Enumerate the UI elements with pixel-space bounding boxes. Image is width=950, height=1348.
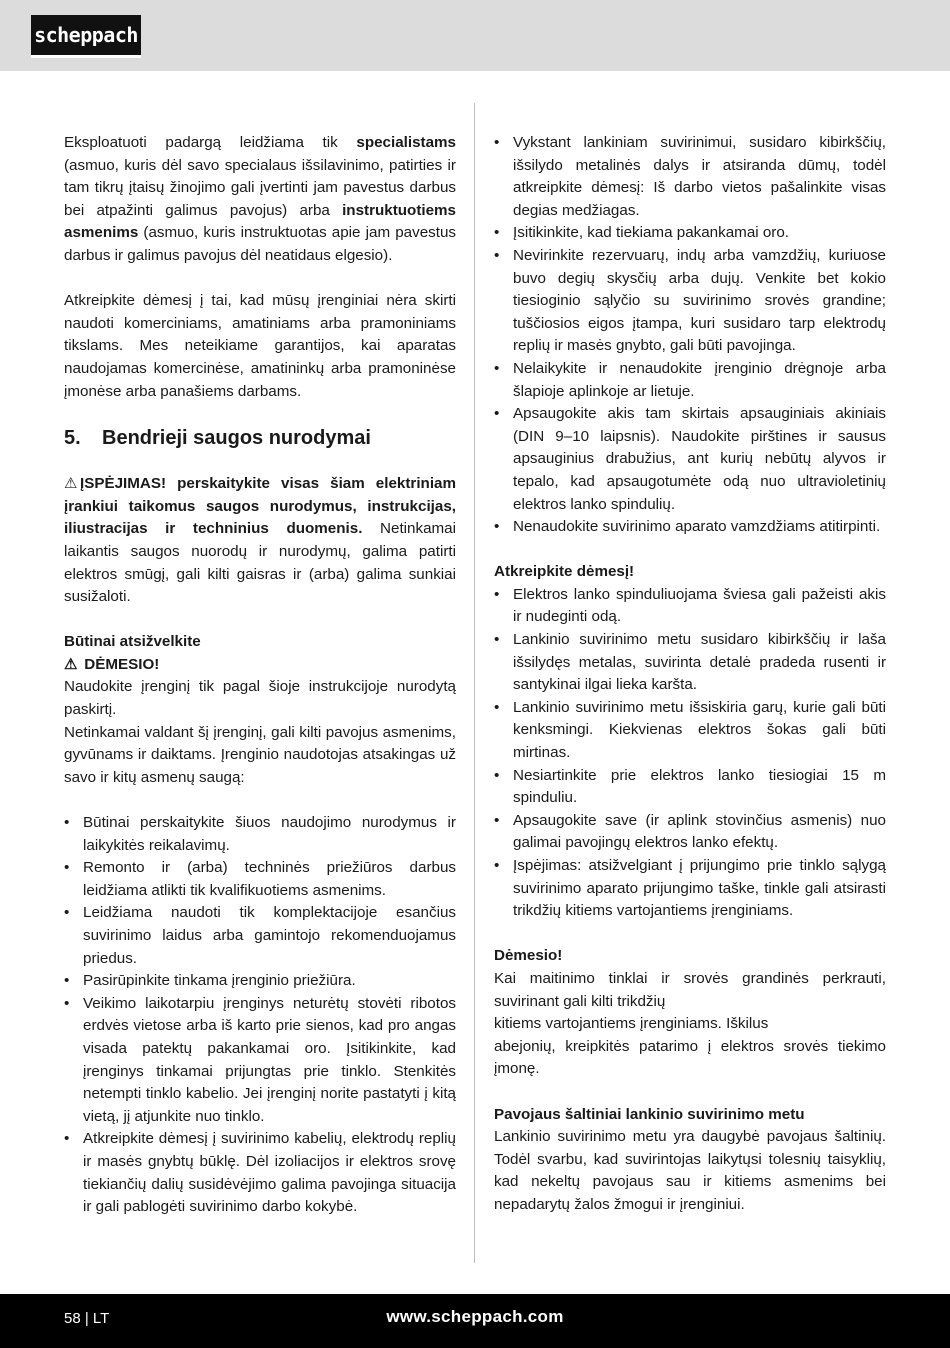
page-number: 58 | LT: [64, 1310, 110, 1327]
list-item: • Elektros lanko spinduliuojama šviesa gali pažeisti akis ir nudeginti odą.: [494, 584, 886, 629]
list-item: • Veikimo laikotarpiu įrenginys neturėtų stovėti ribotos erdvės vietose arba iš karto prie sienos, kad pro angas visada patektų pakankamai oro. Įsitikinkite, kad įrenginys tinkamai prijungtas prie tinklo. Stenkitės netempti tinklo kabelio. Jei įrenginį norite pastatyti į kitą vietą, jį atjunkite nuo tinklo.: [64, 993, 456, 1129]
attention-heading: Atkreipkite dėmesį!: [494, 563, 635, 581]
list-item: • Apsaugokite save (ir aplink stovinčius asmenis) nuo galimai pavojingų elektros lanko efektų.: [494, 810, 886, 855]
intro-text-1: Eksploatuoti padargą leidžiama tik: [64, 134, 357, 151]
caution-paragraph-1: Naudokite įrenginį tik pagal šioje instrukcijoje nurodytą paskirtį.: [64, 678, 456, 719]
danger-sources-heading: Pavojaus šaltiniai lankinio suvirinimo metu: [494, 1105, 805, 1123]
notice-heading: Dėmesio!: [494, 947, 563, 965]
warning-bold-text: ĮSPĖJIMAS! perskaitykite visas šiam elektriniam įrankiui taikomus saugos nurodymus, instrukcijas, iliustracijas ir techninius duomenis.: [64, 475, 456, 538]
intro-paragraph: [64, 132, 456, 268]
section-heading: [64, 425, 456, 451]
right-column: [494, 132, 886, 1217]
section-title: Bendrieji saugos nurodymai: [102, 427, 371, 450]
left-bullet-list: [64, 812, 456, 1219]
commercial-use-paragraph: Atkreipkite dėmesį į tai, kad mūsų įrenginiai nėra skirti naudoti komerciniams, amatiniams arba pramoniniams tikslams. Mes neteikiame garantijos, kai aparatas naudojamas komercinėse, amatininkų arba pramoninėse įmonėse arba panašiems darbams.: [64, 292, 456, 400]
list-item: • Įspėjimas: atsižvelgiant į prijungimo prie tinklo sąlygą suvirinimo aparato prijungimo taške, tinkle gali atsirasti trikdžių kitiems vartojantiems įrenginiams.: [494, 855, 886, 923]
caution-paragraph-2: Netinkamai valdant šį įrenginį, gali kilti pavojus asmenims, gyvūnams ir daiktams. Įrenginio naudotojas atsakingas už savo ir kitų asmenų saugą:: [64, 723, 456, 786]
caution-text: DĖMESIO!: [84, 655, 160, 673]
list-item: • Leidžiama naudoti tik komplektacijoje esančius suvirinimo laidus arba gamintojo rekomenduojamus priedus.: [64, 902, 456, 970]
warning-triangle-icon: ⚠: [64, 475, 78, 493]
list-item: • Būtinai perskaitykite šiuos naudojimo nurodymus ir laikykitės reikalavimų.: [64, 812, 456, 857]
brand-logo: scheppach: [31, 15, 141, 58]
warning-text: Netinkamai laikantis saugos nuorodų ir nurodymų, galima patirti elektros smūgį, gali kilti gaisras ir (arba) galima sunkiai susižaloti.: [64, 520, 456, 606]
notice-line-3: abejonių, kreipkitės patarimo į elektros srovės tiekimo įmonę.: [494, 1037, 886, 1078]
list-item: • Nesiartinkite prie elektros lanko tiesiogiai 15 m spinduliu.: [494, 765, 886, 810]
website-link[interactable]: www.scheppach.com: [386, 1307, 564, 1326]
intro-text-2: (asmuo, kuris dėl savo specialaus išsilavinimo, patirties ir tam tikrų įtaisų žinojimo gali įvertinti jam pavestus darbus bei atpažinti galimus pavojus) arba: [64, 156, 456, 219]
danger-sources-paragraph: Lankinio suvirinimo metu yra daugybė pavojaus šaltinių. Todėl svarbu, kad suvirintojas laikytųsi tolesnių taisyklių, kad nekeltų pavojaus sau ir kitiems asmenims bei nepadarytų žalos žmogui ir įrenginiui.: [494, 1128, 886, 1213]
list-item: • Remonto ir (arba) techninės priežiūros darbus leidžiama atlikti tik kvalifikuotiems asmenims.: [64, 857, 456, 902]
intro-bold-1: specialistams: [356, 134, 456, 151]
caution-label: [64, 654, 456, 677]
caution-triangle-icon: ⚠: [64, 655, 78, 673]
list-item: • Lankinio suvirinimo metu išsiskiria garų, kurie gali būti kenksmingi. Kiekvienas elektros šokas gali būti mirtinas.: [494, 697, 886, 765]
list-item: • Pasirūpinkite tinkama įrenginio priežiūra.: [64, 970, 456, 993]
list-item: • Nelaikykite ir nenaudokite įrenginio drėgnoje arba šlapioje aplinkoje ar lietuje.: [494, 358, 886, 403]
warning-paragraph: [64, 473, 456, 609]
list-item: • Atkreipkite dėmesį į suvirinimo kabelių, elektrodų replių ir masės gnybtų būklę. Dėl izoliacijos ir elektros srovę tiekiančių dalių susidėvėjimo galima pavojinga situacija ir gali pablogėti suvirinimo darbo kokybė.: [64, 1128, 456, 1218]
intro-bold-2: instruktuotiems asmenims: [64, 201, 456, 242]
list-item: • Vykstant lankiniam suvirinimui, susidaro kibirkščių, išsilydo metalinės dalys ir atsiranda dūmų, todėl atkreipkite dėmesį: Iš darbo vietos pašalinkite visas degias medžiagas.: [494, 132, 886, 222]
list-item: • Apsaugokite akis tam skirtais apsauginiais akiniais (DIN 9–10 laipsnis). Naudokite pirštines ir sausus apsauginius drabužius, ant kurių nebūtų alyvos ir tepalo, kad apsaugotumėte odą nuo ultravioletinių elektros lanko spindulių.: [494, 403, 886, 516]
list-item: • Įsitikinkite, kad tiekiama pakankamai oro.: [494, 222, 886, 245]
section-number: 5.: [64, 427, 81, 450]
column-divider: [474, 103, 475, 1263]
notice-line-2: kitiems vartojantiems įrenginiams. Iškilus: [494, 1015, 769, 1033]
must-observe-heading: Būtinai atsižvelkite: [64, 633, 201, 651]
notice-line-1: Kai maitinimo tinklai ir srovės grandinės perkrauti, suvirinant gali kilti trikdžių: [494, 969, 886, 1010]
left-column: [64, 132, 456, 1219]
right-bullet-list-top: [494, 132, 886, 539]
header-band: [0, 0, 950, 71]
list-item: • Nenaudokite suvirinimo aparato vamzdžiams atitirpinti.: [494, 516, 886, 539]
footer-bar: [0, 1294, 950, 1348]
attention-bullet-list: [494, 584, 886, 923]
list-item: • Nevirinkite rezervuarų, indų arba vamzdžių, kuriuose buvo degių skysčių arba dujų. Venkite bet kokio tiesioginio sąlyčio su suvirinimo srovės grandine; tuščiosios eigos įtampa, kuri susidaro tarp elektrodų replių ir masės gnybto, gali būti pavojinga.: [494, 245, 886, 358]
intro-text-3: (asmuo, kuris instruktuotas apie jam pavestus darbus ir galimus pavojus dėl neatidaus elgesio).: [64, 224, 456, 264]
list-item: • Lankinio suvirinimo metu susidaro kibirkščių ir laša išsilydęs metalas, suvirinta detalė pradeda rusenti ir santykinai ilgai lieka karšta.: [494, 629, 886, 697]
